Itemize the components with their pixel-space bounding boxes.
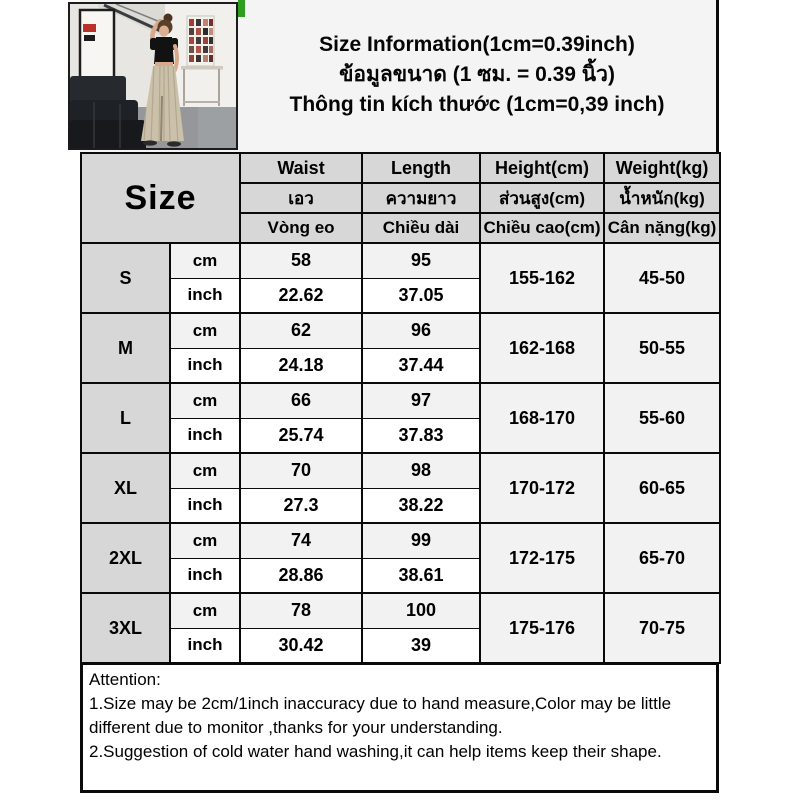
poster bbox=[187, 16, 214, 66]
weight-value: 45-50 bbox=[604, 243, 720, 313]
title-line-vietnamese: Thông tin kích thước (1cm=0,39 inch) bbox=[289, 93, 665, 116]
height-value: 168-170 bbox=[480, 383, 604, 453]
weight-value: 65-70 bbox=[604, 523, 720, 593]
lowered-arm bbox=[175, 46, 177, 70]
header-en-weight: Weight(kg) bbox=[604, 153, 720, 183]
attention-note-1: 1.Size may be 2cm/1inch inaccuracy due to hand measure,Color may be little different due to monitor ,thanks for your understanding. bbox=[89, 694, 672, 737]
header-vi-length: Chiều dài bbox=[362, 213, 480, 243]
header-vi-height: Chiều cao(cm) bbox=[480, 213, 604, 243]
waist-cm-value: 74 bbox=[240, 523, 362, 558]
header-th-height: ส่วนสูง(cm) bbox=[480, 183, 604, 213]
length-inch-value: 37.83 bbox=[362, 418, 480, 453]
size-table bbox=[80, 152, 721, 664]
waist-cm-value: 78 bbox=[240, 593, 362, 628]
waist-inch-value: 24.18 bbox=[240, 348, 362, 383]
header-en-height: Height(cm) bbox=[480, 153, 604, 183]
carpet-floor-right bbox=[198, 107, 238, 150]
length-cm-value: 99 bbox=[362, 523, 480, 558]
product-photo bbox=[68, 2, 238, 150]
header-en-length: Length bbox=[362, 153, 480, 183]
weight-value: 55-60 bbox=[604, 383, 720, 453]
waist-inch-value: 28.86 bbox=[240, 558, 362, 593]
unit-label: cm bbox=[170, 383, 240, 418]
length-cm-value: 100 bbox=[362, 593, 480, 628]
header-th-weight: น้ำหนัก(kg) bbox=[604, 183, 720, 213]
header-vi-waist: Vòng eo bbox=[240, 213, 362, 243]
unit-label: cm bbox=[170, 313, 240, 348]
length-inch-value: 37.44 bbox=[362, 348, 480, 383]
size-corner-cell: Size bbox=[81, 153, 240, 243]
title-line-thai: ข้อมูลขนาด (1 ซม. = 0.39 นิ้ว) bbox=[339, 63, 615, 86]
product-photo-illustration bbox=[70, 4, 238, 150]
length-inch-value: 38.61 bbox=[362, 558, 480, 593]
waist-inch-value: 30.42 bbox=[240, 628, 362, 663]
header-th-waist: เอว bbox=[240, 183, 362, 213]
waist-inch-value: 22.62 bbox=[240, 278, 362, 313]
unit-label: cm bbox=[170, 593, 240, 628]
attention-note-2: 2.Suggestion of cold water hand washing,it can help items keep their shape. bbox=[89, 742, 662, 761]
unit-label: inch bbox=[170, 278, 240, 313]
header-vi-weight: Cân nặng(kg) bbox=[604, 213, 720, 243]
size-info-title bbox=[242, 30, 712, 120]
green-corner-mark bbox=[238, 0, 245, 17]
size-label: M bbox=[81, 313, 170, 383]
attention-notes bbox=[80, 662, 719, 793]
height-value: 172-175 bbox=[480, 523, 604, 593]
length-inch-value: 37.05 bbox=[362, 278, 480, 313]
length-inch-value: 38.22 bbox=[362, 488, 480, 523]
waist-cm-value: 58 bbox=[240, 243, 362, 278]
unit-label: inch bbox=[170, 418, 240, 453]
unit-label: cm bbox=[170, 453, 240, 488]
unit-label: cm bbox=[170, 243, 240, 278]
waist-inch-value: 25.74 bbox=[240, 418, 362, 453]
length-cm-value: 98 bbox=[362, 453, 480, 488]
length-inch-value: 39 bbox=[362, 628, 480, 663]
title-line-english: Size Information(1cm=0.39inch) bbox=[319, 33, 635, 56]
length-cm-value: 96 bbox=[362, 313, 480, 348]
sandal-left bbox=[143, 140, 157, 145]
unit-label: inch bbox=[170, 558, 240, 593]
sandal-right bbox=[167, 141, 181, 146]
unit-label: cm bbox=[170, 523, 240, 558]
height-value: 155-162 bbox=[480, 243, 604, 313]
size-label: 3XL bbox=[81, 593, 170, 663]
size-label: L bbox=[81, 383, 170, 453]
red-door-sign bbox=[83, 24, 96, 32]
black-door-sign bbox=[84, 35, 95, 41]
weight-value: 50-55 bbox=[604, 313, 720, 383]
length-cm-value: 97 bbox=[362, 383, 480, 418]
header-th-length: ความยาว bbox=[362, 183, 480, 213]
size-label: XL bbox=[81, 453, 170, 523]
attention-heading: Attention: bbox=[89, 670, 161, 689]
weight-value: 70-75 bbox=[604, 593, 720, 663]
height-value: 175-176 bbox=[480, 593, 604, 663]
unit-label: inch bbox=[170, 628, 240, 663]
size-label: S bbox=[81, 243, 170, 313]
unit-label: inch bbox=[170, 348, 240, 383]
height-value: 162-168 bbox=[480, 313, 604, 383]
waist-cm-value: 62 bbox=[240, 313, 362, 348]
size-label: 2XL bbox=[81, 523, 170, 593]
waist-cm-value: 66 bbox=[240, 383, 362, 418]
length-cm-value: 95 bbox=[362, 243, 480, 278]
size-chart-sheet bbox=[80, 0, 719, 793]
face bbox=[159, 26, 169, 37]
unit-label: inch bbox=[170, 488, 240, 523]
height-value: 170-172 bbox=[480, 453, 604, 523]
header-en-waist: Waist bbox=[240, 153, 362, 183]
waist-inch-value: 27.3 bbox=[240, 488, 362, 523]
weight-value: 60-65 bbox=[604, 453, 720, 523]
waist-cm-value: 70 bbox=[240, 453, 362, 488]
